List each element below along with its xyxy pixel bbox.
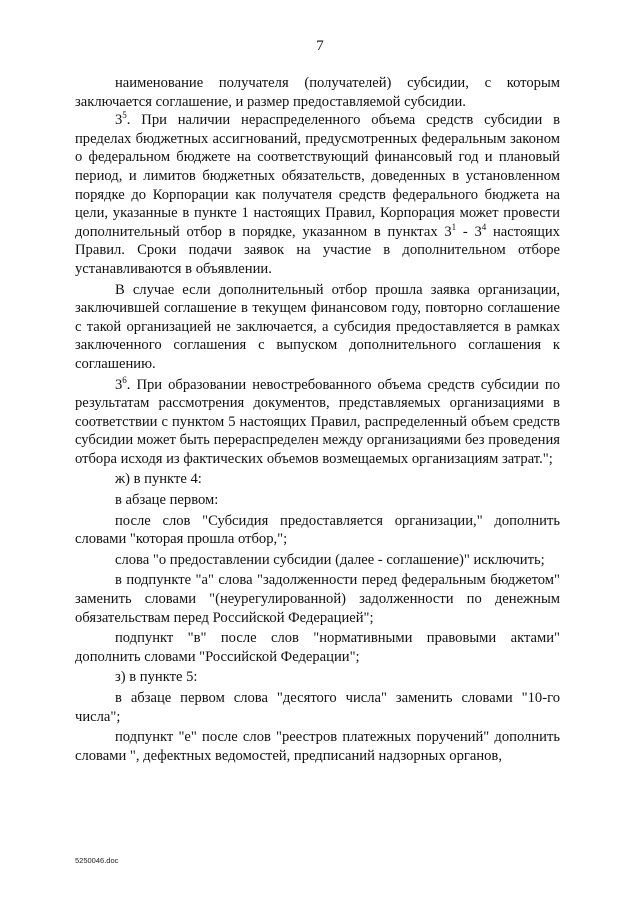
item-tenth-day: в абзаце первом слова "десятого числа" заменить словами "10-го числа"; bbox=[75, 690, 560, 725]
item-subpoint-a: в подпункте "а" слова "задолженности перед федеральным бюджетом" заменить словами "(неурегулированной) задолженности по денежным обязательствам перед Российской Федерацией"; bbox=[75, 572, 560, 626]
paragraph-text-continued: настоящих Правил. Сроки подачи заявок на участие в дополнительном отборе устанавливаются в объявлении. bbox=[75, 223, 560, 277]
item-subpoint-e: подпункт "е" после слов "реестров платежных поручений" дополнить словами ", дефектных ведомостей, предписаний надзорных органов, bbox=[75, 729, 560, 764]
paragraph-text: При наличии нераспределенного объема средств субсидии в пределах бюджетных ассигнований, предусмотренных федеральным законом о федеральном бюджете на соответствующий финансовый год и плановый период, и лимитов бюджетных обязательств, доведенных в установленном порядке до Корпорации как получателя средств федерального бюджета на цели, указанные в пункте 1 настоящих Правил, Корпорация может провести дополнительный отбор в порядке, указанном в пунктах bbox=[75, 112, 560, 240]
paragraph-1: наименование получателя (получателей) субсидии, с которым заключается соглашение, и размер предоставляемой субсидии. bbox=[75, 75, 560, 110]
item-first-paragraph: в абзаце первом: bbox=[115, 492, 219, 509]
paragraph-text: При образовании невостребованного объема средств субсидии по результатам рассмотрения документов, представляемых организациями в соответствии с пунктом 5 настоящих Правил, распределенный объем средств субсидии может быть перераспределен между организациями без проведения отбора исходя из фактических объемов возмещаемых организациям затрат."; bbox=[75, 376, 560, 467]
clause-number: $3^6$. bbox=[115, 374, 131, 393]
item-words-exclude: слова "о предоставлении субсидии (далее - соглашение)" исключить; bbox=[115, 551, 545, 568]
paragraph-3-6 bbox=[75, 376, 560, 469]
document-body bbox=[75, 74, 560, 765]
paragraph-additional-selection: В случае если дополнительный отбор прошла заявка организации, заключившей соглашение в текущем финансовом году, повторно соглашение с такой организацией не заключается, а субсидия предоставляется в рамках заключенного соглашения с выпуском дополнительного соглашения к соглашению. bbox=[75, 281, 560, 372]
item-subpoint-v: подпункт "в" после слов "нормативными правовыми актами" дополнить словами "Российской Федерации"; bbox=[75, 630, 560, 665]
item-zh: ж) в пункте 4: bbox=[115, 471, 202, 488]
item-z: з) в пункте 5: bbox=[115, 669, 198, 686]
paragraph-3-5 bbox=[75, 111, 560, 278]
footer-filename: 5250046.doc bbox=[75, 856, 119, 865]
page-number: 7 bbox=[316, 38, 324, 54]
item-after-words: после слов "Субсидия предоставляется организации," дополнить словами "которая прошла отбор,"; bbox=[75, 512, 560, 548]
clause-number: $3^5$. bbox=[115, 110, 131, 129]
clause-range: $3^1 - 3^4$ bbox=[444, 221, 487, 240]
